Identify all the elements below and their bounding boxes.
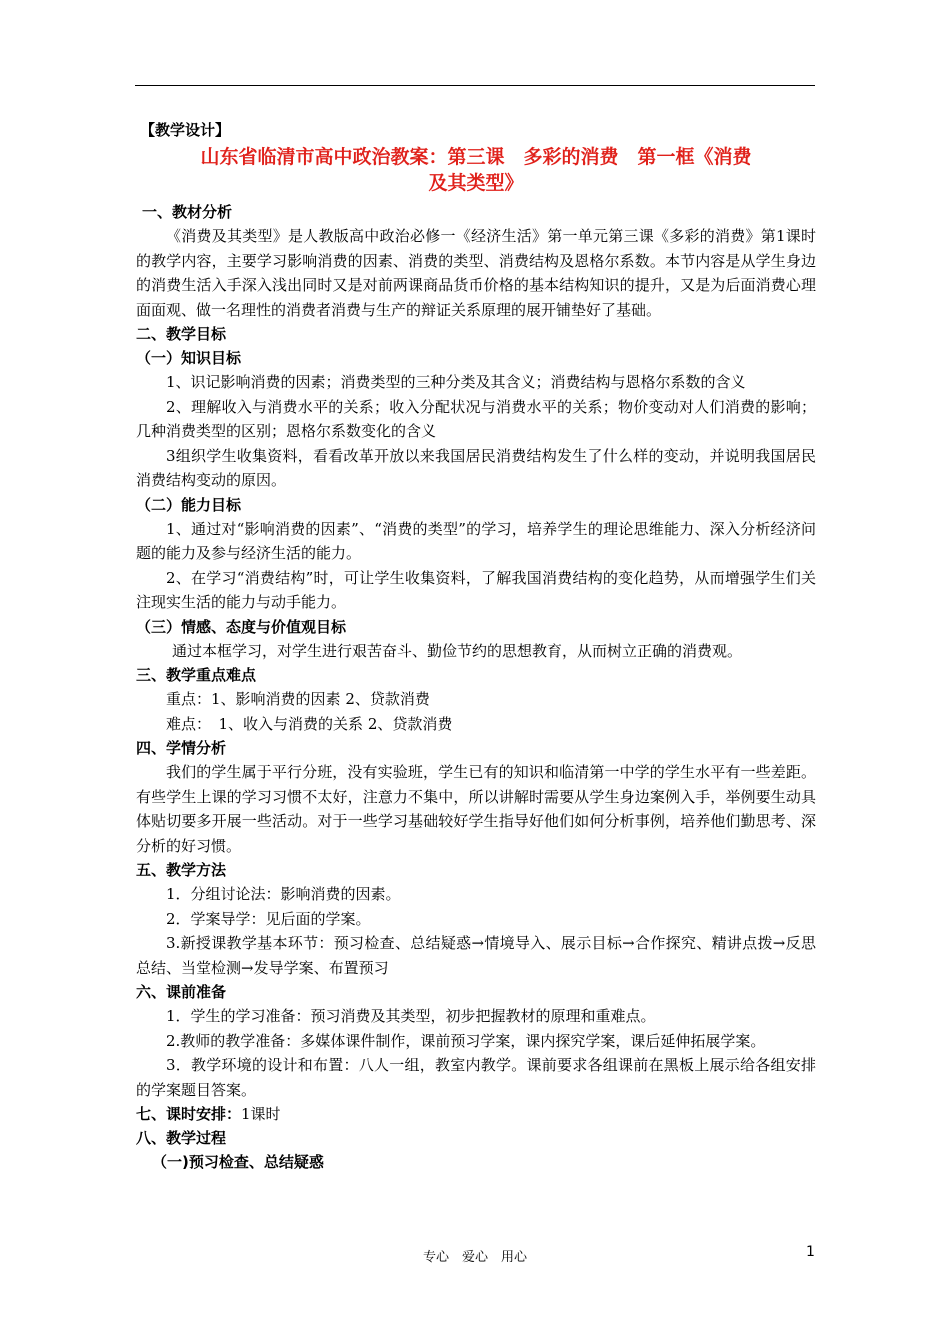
section-heading-1: 一、教材分析 (142, 203, 233, 221)
document-title (136, 144, 816, 196)
document-tag: 【教学设计】 (140, 121, 231, 139)
subsection-heading-preview: （一)预习检查、总结疑惑 (152, 1153, 324, 1171)
ability-goal-2: 2、在学习“消费结构”时，可让学生收集资料，了解我国消费结构的变化趋势，从而增强学生们关注现实生活的能力与动手能力。 (136, 568, 816, 611)
preparation-3: 3．教学环境的设计和布置：八人一组，教室内教学。课前要求各组课前在黑板上展示给各组安排的学案题目答案。 (136, 1056, 816, 1099)
preparation-2: 2.教师的教学准备：多媒体课件制作，课前预习学案，课内探究学案，课后延伸拓展学案。 (166, 1031, 766, 1050)
method-3: 3.新授课教学基本环节：预习检查、总结疑惑→情境导入、展示目标→合作探究、精讲点拨→反思总结、当堂检测→发导学案、布置预习 (136, 934, 816, 977)
key-points: 重点：1、影响消费的因素 2、贷款消费 (166, 690, 430, 708)
page-footer: 专心 爱心 用心 (422, 1250, 527, 1265)
section-heading-6: 六、课前准备 (136, 983, 227, 1001)
section-heading-4: 四、学情分析 (136, 739, 227, 757)
section-7-label: 七、课时安排： (136, 1105, 242, 1123)
knowledge-goal-3: 3组织学生收集资料，看看改革开放以来我国居民消费结构发生了什么样的变动，并说明我国居民消费结构变动的原因。 (136, 446, 816, 489)
section-heading-2: 二、教学目标 (136, 325, 227, 343)
method-1: 1．分组讨论法：影响消费的因素。 (166, 885, 401, 903)
difficult-points: 难点： 1、收入与消费的关系 2、贷款消费 (166, 714, 453, 733)
knowledge-goal-1: 1、识记影响消费的因素；消费类型的三种分类及其含义；消费结构与恩格尔系数的含义 (166, 373, 746, 391)
section-heading-5: 五、教学方法 (136, 861, 227, 879)
student-analysis-paragraph: 我们的学生属于平行分班，没有实验班，学生已有的知识和临清第一中学的学生水平有一些差距。有些学生上课的学习习惯不太好，注意力不集中，所以讲解时需要从学生身边案例入手，举例要生动具体贴切要多开展一些活动。对于一些学习基础较好学生指导好他们如何分析事例，培养他们勤思考、深分析的好习惯。 (136, 763, 816, 855)
subsection-heading-knowledge: （一）知识目标 (136, 349, 242, 367)
page-number: 1 (806, 1244, 815, 1260)
section-heading-8: 八、教学过程 (136, 1129, 227, 1147)
section-1-paragraph: 《消费及其类型》是人教版高中政治必修一《经济生活》第一单元第三课《多彩的消费》第1课时的教学内容，主要学习影响消费的因素、消费的类型、消费结构及恩格尔系数。本节内容是从学生身边的消费生活入手深入浅出同时又是对前两课商品货币价格的基本结构知识的提升，又是为后面消费心理面面观、做一名理性的消费者消费与生产的辩证关系原理的展开铺垫好了基础。 (136, 227, 816, 319)
method-2: 2．学案导学：见后面的学案。 (166, 909, 371, 928)
preparation-1: 1．学生的学习准备：预习消费及其类型，初步把握教材的原理和重难点。 (166, 1007, 656, 1025)
ability-goal-1: 1、通过对“影响消费的因素”、“消费的类型”的学习，培养学生的理论思维能力、深入分析经济问题的能力及参与经济生活的能力。 (136, 519, 816, 562)
document-body (136, 118, 816, 1174)
document-title-line2: 及其类型》 (428, 172, 524, 194)
knowledge-goal-2: 2、理解收入与消费水平的关系；收入分配状况与消费水平的关系；物价变动对人们消费的影响；几种消费类型的区别；恩格尔系数变化的含义 (136, 397, 816, 440)
subsection-heading-values: （三）情感、态度与价值观目标 (136, 617, 347, 636)
subsection-heading-ability: （二）能力目标 (136, 495, 242, 514)
values-goal-1: 通过本框学习，对学生进行艰苦奋斗、勤俭节约的思想教育，从而树立正确的消费观。 (172, 641, 743, 660)
section-7-value: 1课时 (241, 1105, 281, 1123)
section-heading-3: 三、教学重点难点 (136, 666, 257, 684)
header-rule (135, 85, 815, 86)
document-title-line1: 山东省临清市高中政治教案：第三课 多彩的消费 第一框《消费 (200, 146, 752, 168)
section-heading-7 (136, 1102, 816, 1126)
